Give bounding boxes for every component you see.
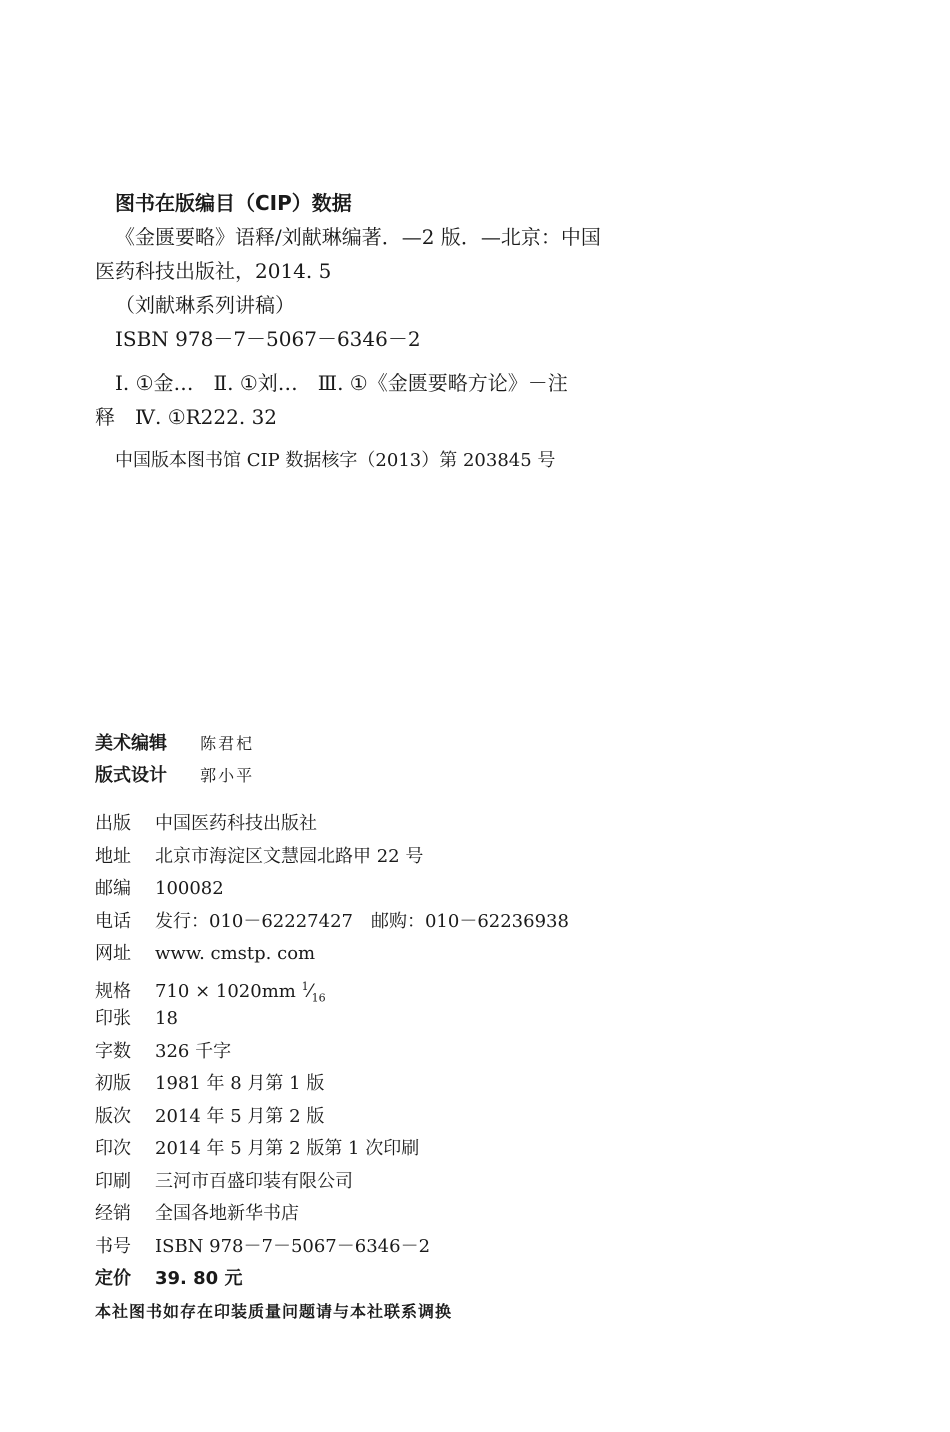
cip-citation-line-1: 《金匮要略》语释/刘献琳编著．—2 版．—北京：中国	[115, 225, 601, 249]
first-edition-row	[95, 1068, 655, 1101]
layout-designer-row	[95, 760, 655, 792]
format-label: 规格	[95, 980, 131, 1002]
format-value	[155, 971, 326, 1015]
website-value: www. cmstp. com	[155, 943, 316, 964]
address-label: 地址	[95, 845, 131, 867]
postcode-label: 邮编	[95, 878, 131, 899]
address-row	[95, 841, 655, 874]
edition-value: 2014 年 5 月第 2 版	[155, 1105, 325, 1127]
word-count-label: 字数	[95, 1040, 131, 1062]
publication-info	[95, 808, 655, 1328]
price-value: 39. 80 元	[155, 1268, 243, 1289]
cip-isbn: ISBN 978－7－5067－6346－2	[115, 327, 421, 351]
format-size: 710 × 1020mm	[155, 980, 296, 1002]
postcode-value: 100082	[155, 878, 224, 899]
printing-row	[95, 1133, 655, 1166]
sheets-label: 印张	[95, 1008, 131, 1029]
edition-row	[95, 1101, 655, 1134]
distributor-value: 全国各地新华书店	[155, 1203, 299, 1224]
phone-value: 发行：010－62227427 邮购：010－62236938	[155, 910, 569, 932]
price-row	[95, 1263, 655, 1296]
printing-value: 2014 年 5 月第 2 版第 1 次印刷	[155, 1138, 420, 1159]
printer-label: 印刷	[95, 1170, 131, 1192]
book-number-label: 书号	[95, 1235, 131, 1257]
cip-title: 图书在版编目（CIP）数据	[115, 191, 352, 215]
word-count-value: 326 千字	[155, 1040, 232, 1062]
layout-designer-name: 郭小平	[200, 766, 255, 785]
cip-series: （刘献琳系列讲稿）	[115, 293, 295, 317]
format-slash: ⁄	[308, 980, 312, 1002]
cip-classification-line-1: Ⅰ. ①金… Ⅱ. ①刘… Ⅲ. ①《金匮要略方论》－注	[115, 371, 568, 395]
phone-row	[95, 906, 655, 939]
address-value: 北京市海淀区文慧园北路甲 22 号	[155, 845, 424, 867]
format-numerator: 1	[301, 979, 309, 993]
website-label: 网址	[95, 943, 131, 964]
format-row	[95, 971, 655, 1004]
art-editor-name: 陈君杞	[200, 734, 255, 753]
sheets-value: 18	[155, 1008, 178, 1029]
art-editor-row	[95, 728, 655, 760]
price-label: 定价	[95, 1268, 131, 1289]
cip-block	[95, 186, 675, 478]
printing-label: 印次	[95, 1138, 131, 1159]
quality-notice: 本社图书如存在印装质量问题请与本社联系调换	[95, 1301, 453, 1321]
edition-label: 版次	[95, 1105, 131, 1127]
postcode-row	[95, 873, 655, 906]
phone-label: 电话	[95, 910, 131, 932]
cip-citation-line-2: 医药科技出版社，2014. 5	[95, 259, 332, 283]
publisher-value: 中国医药科技出版社	[155, 813, 317, 834]
publisher-row	[95, 808, 655, 841]
format-denominator: 16	[311, 991, 326, 1005]
art-editor-label: 美术编辑	[95, 733, 167, 754]
distributor-label: 经销	[95, 1203, 131, 1224]
cip-record-note: 中国版本图书馆 CIP 数据核字（2013）第 203845 号	[115, 450, 556, 471]
website-row	[95, 938, 655, 971]
publisher-label: 出版	[95, 813, 131, 834]
layout-designer-label: 版式设计	[95, 765, 167, 786]
printer-row	[95, 1166, 655, 1199]
first-edition-label: 初版	[95, 1073, 131, 1094]
imprint-block	[95, 728, 655, 1328]
first-edition-value: 1981 年 8 月第 1 版	[155, 1073, 325, 1094]
book-number-value: ISBN 978－7－5067－6346－2	[155, 1235, 431, 1257]
word-count-row	[95, 1036, 655, 1069]
book-number-row	[95, 1231, 655, 1264]
distributor-row	[95, 1198, 655, 1231]
cip-classification-line-2: 释 Ⅳ. ①R222. 32	[95, 405, 278, 429]
printer-value: 三河市百盛印装有限公司	[155, 1170, 353, 1192]
